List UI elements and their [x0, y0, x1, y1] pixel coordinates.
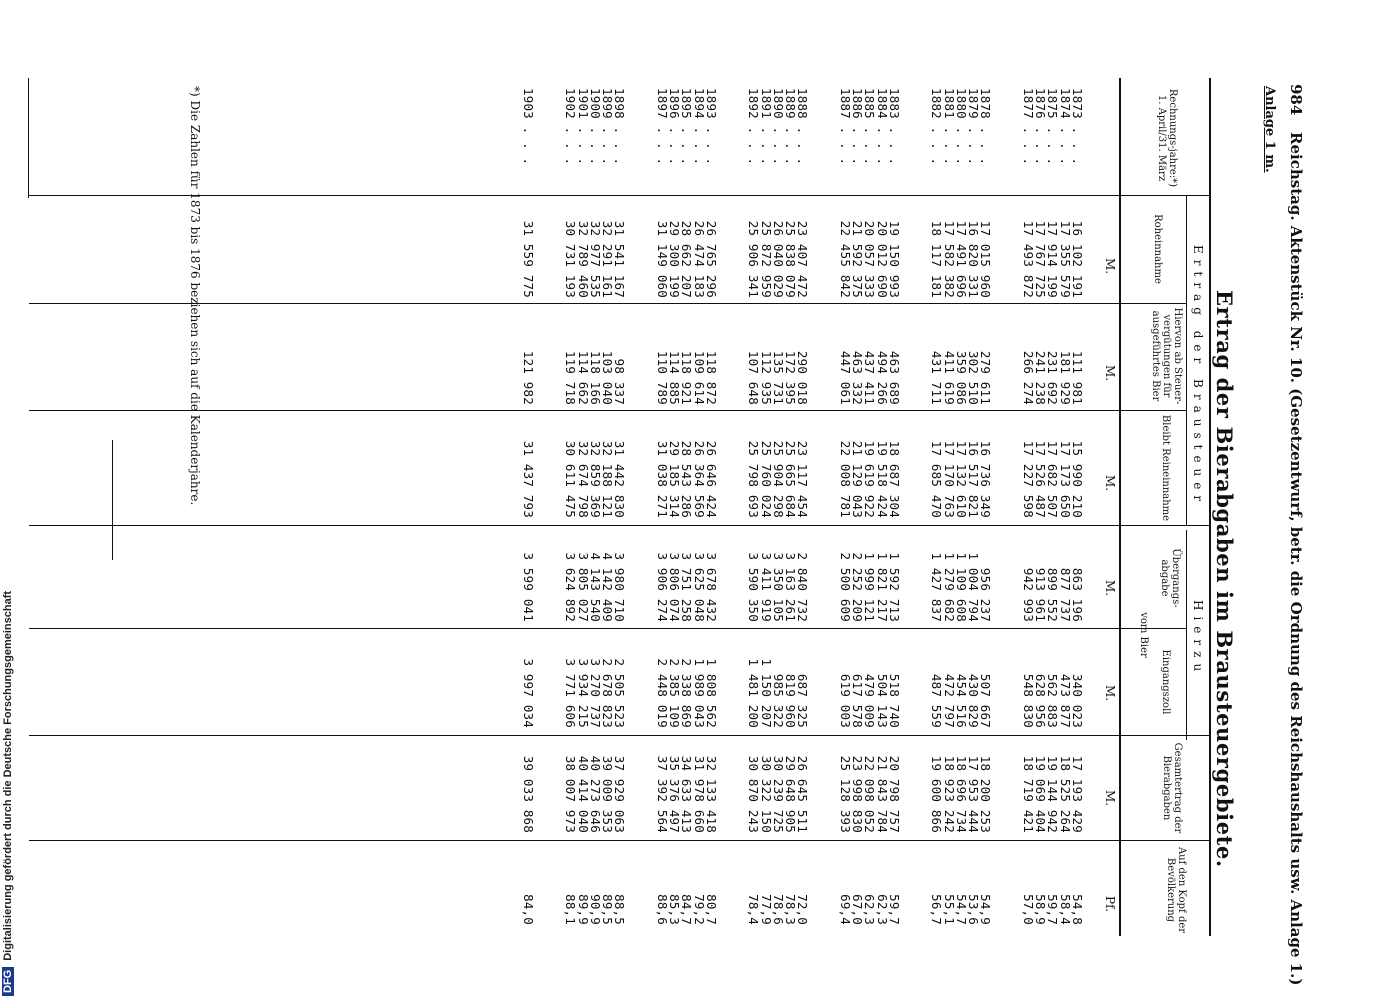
cell-eingangszoll: 454 516	[953, 673, 969, 728]
cell-eingangszoll: 1 989 043	[691, 658, 707, 728]
unit-zoll: M.	[1103, 685, 1117, 702]
cell-verguetung: 119 718	[563, 350, 579, 405]
footnote: *) Die Zahlen für 1873 bis 1876 beziehen sich auf die Kalenderjahre.	[188, 86, 202, 506]
cell-uebergangsabgabe: 3 751 258	[679, 552, 695, 622]
cell-year: 1886 . . .	[850, 88, 866, 166]
cell-uebergangsabgabe: 1 279 682	[941, 552, 957, 622]
col-sep-roheinnahme	[29, 303, 1186, 304]
cell-kopf: 77,9	[758, 894, 774, 925]
cell-kopf: 62,3	[862, 894, 878, 925]
cell-eingangszoll: 3 771 606	[563, 658, 579, 728]
cell-year: 1894 . . .	[691, 88, 707, 166]
cell-verguetung: 241 238	[1033, 350, 1049, 405]
cell-gesamtertrag: 23 998 830	[850, 755, 866, 833]
cell-gesamtertrag: 38 007 973	[563, 755, 579, 833]
cell-reineinnahme: 19 619 922	[862, 440, 878, 518]
cell-year: 1883 . . .	[887, 88, 902, 166]
cell-year: 1902 . . .	[563, 88, 579, 166]
cell-verguetung: 103 040	[600, 350, 616, 405]
header-year: Rechnungs-jahre:*) 1. April/31. März	[1156, 88, 1178, 188]
cell-reineinnahme: 26 364 569	[691, 440, 707, 518]
cell-roheinnahme: 16 820 331	[966, 220, 982, 298]
cell-uebergangsabgabe: 942 993	[1020, 567, 1036, 622]
col-sep-gesamt	[29, 840, 1209, 841]
cell-kopf: 88,6	[654, 894, 670, 925]
header-vom-bier: vom Bier	[1138, 612, 1149, 658]
cell-gesamtertrag: 37 392 564	[654, 755, 670, 833]
cell-kopf: 78,4	[746, 894, 762, 925]
header-roheinnahme: Roheinnahme	[1152, 214, 1163, 284]
cell-verguetung: 121 982	[521, 350, 536, 405]
cell-kopf: 54,7	[953, 894, 969, 925]
cell-kopf: 88,5	[612, 894, 628, 925]
cell-year: 1901 . . .	[575, 88, 591, 166]
cell-roheinnahme: 28 662 207	[679, 220, 695, 298]
cell-uebergangsabgabe: 2 840 732	[795, 552, 811, 622]
cell-eingangszoll: 562 883	[1045, 673, 1061, 728]
cell-verguetung: 359 086	[953, 350, 969, 405]
cell-roheinnahme: 17 355 579	[1057, 220, 1073, 298]
cell-reineinnahme: 16 517 821	[966, 440, 982, 518]
cell-roheinnahme: 26 040 029	[770, 220, 786, 298]
cell-kopf: 59,7	[887, 894, 902, 925]
cell-uebergangsabgabe: 1 004 794	[966, 552, 982, 622]
cell-roheinnahme: 19 150 993	[887, 220, 902, 298]
cell-reineinnahme: 25 798 693	[746, 440, 762, 518]
cell-roheinnahme: 17 015 960	[978, 220, 994, 298]
col-sep-reineinnahme	[29, 525, 1209, 526]
cell-kopf: 84,0	[521, 894, 536, 925]
cell-reineinnahme: 25 904 298	[770, 440, 786, 518]
cell-verguetung: 98 337	[612, 358, 628, 405]
cell-eingangszoll: 819 960	[783, 673, 799, 728]
cell-gesamtertrag: 19 144 942	[1045, 755, 1061, 833]
cell-gesamtertrag: 17 953 444	[966, 755, 982, 833]
cell-kopf: 79,2	[691, 894, 707, 925]
cell-roheinnahme: 17 491 696	[953, 220, 969, 298]
col-sep-uebergang	[29, 628, 1186, 629]
cell-gesamtertrag: 18 923 242	[941, 755, 957, 833]
cell-roheinnahme: 31 559 775	[521, 220, 536, 298]
cell-reineinnahme: 26 646 424	[704, 440, 719, 518]
cell-reineinnahme: 17 132 610	[953, 440, 969, 518]
cell-verguetung: 279 611	[978, 350, 994, 405]
cell-roheinnahme: 32 291 161	[600, 220, 616, 298]
unit-verguetung: M.	[1103, 365, 1117, 382]
cell-uebergangsabgabe: 4 143 540	[587, 552, 603, 622]
cell-roheinnahme: 31 149 060	[654, 220, 670, 298]
cell-roheinnahme: 17 582 382	[941, 220, 957, 298]
cell-gesamtertrag: 39 033 868	[521, 755, 536, 833]
cell-reineinnahme: 31 437 793	[521, 440, 536, 518]
cell-year: 1873 . . .	[1070, 88, 1085, 166]
cell-eingangszoll: 2 385 109	[667, 658, 683, 728]
cell-uebergangsabgabe: 3 590 350	[746, 552, 762, 622]
cell-uebergangsabgabe: 2 500 609	[837, 552, 853, 622]
cell-uebergangsabgabe: 3 163 261	[783, 552, 799, 622]
cell-gesamtertrag: 30 322 150	[758, 755, 774, 833]
cell-kopf: 54,8	[1070, 894, 1085, 925]
cell-gesamtertrag: 21 843 784	[874, 755, 890, 833]
cell-verguetung: 112 935	[758, 350, 774, 405]
cell-eingangszoll: 487 559	[929, 673, 945, 728]
cell-reineinnahme: 25 760 024	[758, 440, 774, 518]
cell-uebergangsabgabe: 3 599 041	[521, 552, 536, 622]
cell-kopf: 54,9	[978, 894, 994, 925]
cell-year: 1879 . . .	[966, 88, 982, 166]
header-gesamtertrag: Gesamtertrag der Bierabgaben	[1161, 742, 1183, 834]
cell-reineinnahme: 19 518 424	[874, 440, 890, 518]
cell-verguetung: 231 692	[1045, 350, 1061, 405]
cell-uebergangsabgabe: 1 999 121	[862, 552, 878, 622]
cell-reineinnahme: 17 227 598	[1020, 440, 1036, 518]
cell-kopf: 80,7	[704, 894, 719, 925]
digitization-note	[2, 591, 14, 996]
cell-eingangszoll: 617 578	[850, 673, 866, 728]
cell-kopf: 85,3	[667, 894, 683, 925]
cell-reineinnahme: 15 990 210	[1070, 440, 1085, 518]
cell-reineinnahme: 18 687 304	[887, 440, 902, 518]
cell-reineinnahme: 31 442 830	[612, 440, 628, 518]
cell-year: 1890 . . .	[770, 88, 786, 166]
cell-reineinnahme: 28 543 286	[679, 440, 695, 518]
header-group-hierzu: Hierzu	[1191, 600, 1205, 678]
cell-gesamtertrag: 19 600 866	[929, 755, 945, 833]
cell-gesamtertrag: 17 193 429	[1070, 755, 1085, 833]
cell-roheinnahme: 26 765 296	[704, 220, 719, 298]
cell-reineinnahme: 32 188 121	[600, 440, 616, 518]
cell-kopf: 72,0	[795, 894, 811, 925]
cell-year: 1897 . . .	[654, 88, 670, 166]
footnote-rule	[28, 78, 29, 198]
brausteuer-group-rule	[1186, 195, 1187, 525]
cell-verguetung: 172 395	[783, 350, 799, 405]
cell-year: 1878 . . .	[978, 88, 994, 166]
cell-kopf: 62,3	[874, 894, 890, 925]
cell-verguetung: 437 411	[862, 350, 878, 405]
cell-roheinnahme: 25 872 959	[758, 220, 774, 298]
header-uebergangsabgabe: Übergangs-abgabe	[1159, 548, 1181, 608]
cell-uebergangsabgabe: 877 737	[1057, 567, 1073, 622]
cell-eingangszoll: 504 143	[874, 673, 890, 728]
cell-roheinnahme: 26 474 183	[691, 220, 707, 298]
header-steuerverguetungen: Hiervon ab Steuer-vergütungen für ausgeführtes Bier	[1150, 307, 1183, 405]
cell-reineinnahme: 17 682 507	[1045, 440, 1061, 518]
cell-gesamtertrag: 30 239 725	[770, 755, 786, 833]
running-header: Reichstag. Aktenstück Nr. 10. (Gesetzentwurf, betr. die Ordnung des Reichshaushalts usw. Anlage 1.)	[1287, 132, 1305, 986]
cell-gesamtertrag: 26 645 511	[795, 755, 811, 833]
cell-roheinnahme: 25 906 341	[746, 220, 762, 298]
cell-gesamtertrag: 40 273 646	[587, 755, 603, 833]
table-top-rule	[1209, 78, 1211, 936]
cell-uebergangsabgabe: 956 237	[978, 567, 994, 622]
cell-roheinnahme: 32 977 535	[587, 220, 603, 298]
cell-year: 1884 . . .	[874, 88, 890, 166]
cell-roheinnahme: 30 731 193	[563, 220, 579, 298]
header-reineinnahme: Bleibt Reineinnahme	[1160, 414, 1171, 522]
header-group-brausteuer: Ertrag der Brausteuer	[1191, 245, 1205, 508]
cell-kopf: 89,5	[600, 894, 616, 925]
cell-reineinnahme: 32 859 369	[587, 440, 603, 518]
cell-eingangszoll: 430 829	[966, 673, 982, 728]
cell-uebergangsabgabe: 3 805 027	[575, 552, 591, 622]
cell-eingangszoll: 1 808 562	[704, 658, 719, 728]
header-bottom-rule	[1119, 78, 1121, 936]
cell-eingangszoll: 548 830	[1020, 673, 1036, 728]
cell-verguetung: 109 614	[691, 350, 707, 405]
cell-eingangszoll: 985 322	[770, 673, 786, 728]
cell-gesamtertrag: 34 633 413	[679, 755, 695, 833]
cell-year: 1877 . . .	[1020, 88, 1036, 166]
cell-verguetung: 107 648	[746, 350, 762, 405]
cell-gesamtertrag: 35 376 497	[667, 755, 683, 833]
cell-year: 1893 . . .	[704, 88, 719, 166]
cell-verguetung: 114 662	[575, 350, 591, 405]
cell-year: 1898 . . .	[612, 88, 628, 166]
cell-reineinnahme: 29 185 314	[667, 440, 683, 518]
cell-gesamtertrag: 39 009 353	[600, 755, 616, 833]
cell-kopf: 55,1	[941, 894, 957, 925]
cell-verguetung: 463 332	[850, 350, 866, 405]
cell-kopf: 58,4	[1057, 894, 1073, 925]
cell-gesamtertrag: 20 798 757	[887, 755, 902, 833]
cell-gesamtertrag: 18 696 734	[953, 755, 969, 833]
cell-verguetung: 111 981	[1070, 350, 1085, 405]
cell-reineinnahme: 31 038 271	[654, 440, 670, 518]
unit-reineinnahme: M.	[1103, 475, 1117, 492]
cell-eingangszoll: 472 797	[941, 673, 957, 728]
dfg-logo: DFG	[2, 967, 14, 996]
cell-kopf: 78,6	[770, 894, 786, 925]
cell-verguetung: 447 061	[837, 350, 853, 405]
cell-eingangszoll: 1 481 200	[746, 658, 762, 728]
cell-year: 1882 . . .	[929, 88, 945, 166]
cell-eingangszoll: 3 997 034	[521, 658, 536, 728]
cell-uebergangsabgabe: 1 427 837	[929, 552, 945, 622]
cell-roheinnahme: 17 767 725	[1033, 220, 1049, 298]
cell-eingangszoll: 479 009	[862, 673, 878, 728]
cell-kopf: 88,1	[563, 894, 579, 925]
cell-verguetung: 463 689	[887, 350, 902, 405]
cell-roheinnahme: 21 592 375	[850, 220, 866, 298]
cell-gesamtertrag: 18 525 264	[1057, 755, 1073, 833]
cell-eingangszoll: 1 150 207	[758, 658, 774, 728]
cell-reineinnahme: 23 117 454	[795, 440, 811, 518]
col-sep-verguetung	[29, 410, 1186, 411]
cell-uebergangsabgabe: 3 806 074	[667, 552, 683, 622]
end-rule	[112, 440, 113, 560]
cell-reineinnahme: 30 611 475	[563, 440, 579, 518]
cell-verguetung: 118 166	[587, 350, 603, 405]
cell-year: 1891 . . .	[758, 88, 774, 166]
cell-uebergangsabgabe: 4 142 409	[600, 552, 616, 622]
cell-verguetung: 266 274	[1020, 350, 1036, 405]
cell-year: 1881 . . .	[941, 88, 957, 166]
cell-roheinnahme: 17 914 199	[1045, 220, 1061, 298]
cell-kopf: 69,4	[837, 894, 853, 925]
cell-gesamtertrag: 32 133 418	[704, 755, 719, 833]
cell-year: 1874 . . .	[1057, 88, 1073, 166]
table-title: Ertrag der Bierabgaben im Brausteuergebiete.	[1212, 290, 1237, 868]
cell-verguetung: 181 929	[1057, 350, 1073, 405]
cell-verguetung: 431 711	[929, 350, 945, 405]
cell-year: 1892 . . .	[746, 88, 762, 166]
cell-uebergangsabgabe: 3 906 274	[654, 552, 670, 622]
cell-year: 1895 . . .	[679, 88, 695, 166]
cell-uebergangsabgabe: 3 624 892	[563, 552, 579, 622]
cell-gesamtertrag: 40 414 040	[575, 755, 591, 833]
cell-uebergangsabgabe: 913 961	[1033, 567, 1049, 622]
cell-roheinnahme: 23 407 472	[795, 220, 811, 298]
cell-gesamtertrag: 29 648 905	[783, 755, 799, 833]
cell-reineinnahme: 32 674 798	[575, 440, 591, 518]
cell-roheinnahme: 29 300 199	[667, 220, 683, 298]
anlage-label: Anlage 1 m.	[1262, 86, 1277, 173]
cell-kopf: 89,9	[575, 894, 591, 925]
cell-reineinnahme: 17 526 487	[1033, 440, 1049, 518]
cell-eingangszoll: 507 667	[978, 673, 994, 728]
cell-kopf: 90,9	[587, 894, 603, 925]
cell-gesamtertrag: 31 978 660	[691, 755, 707, 833]
cell-year: 1888 . . .	[795, 88, 811, 166]
cell-year: 1880 . . .	[953, 88, 969, 166]
cell-kopf: 78,3	[783, 894, 799, 925]
cell-eingangszoll: 518 740	[887, 673, 902, 728]
cell-uebergangsabgabe: 3 678 432	[704, 552, 719, 622]
cell-eingangszoll: 2 448 019	[654, 658, 670, 728]
cell-verguetung: 290 018	[795, 350, 811, 405]
cell-year: 1887 . . .	[837, 88, 853, 166]
cell-eingangszoll: 2 338 869	[679, 658, 695, 728]
cell-year: 1885 . . .	[862, 88, 878, 166]
cell-gesamtertrag: 18 200 253	[978, 755, 994, 833]
cell-gesamtertrag: 19 069 404	[1033, 755, 1049, 833]
cell-reineinnahme: 16 736 349	[978, 440, 994, 518]
header-kopf: Auf den Kopf der Bevölkerung	[1165, 846, 1187, 934]
cell-year: 1900 . . .	[587, 88, 603, 166]
cell-uebergangsabgabe: 1 109 608	[953, 552, 969, 622]
unit-gesamt: M.	[1103, 790, 1117, 807]
header-eingangszoll: Eingangszoll	[1160, 649, 1171, 715]
cell-eingangszoll: 3 270 737	[587, 658, 603, 728]
page-number: 984	[1287, 84, 1305, 116]
cell-roheinnahme: 22 455 842	[837, 220, 853, 298]
cell-verguetung: 118 921	[679, 350, 695, 405]
hierzu-group-rule	[1186, 530, 1187, 740]
cell-kopf: 67,0	[850, 894, 866, 925]
cell-uebergangsabgabe: 3 350 105	[770, 552, 786, 622]
cell-roheinnahme: 18 117 181	[929, 220, 945, 298]
cell-gesamtertrag: 25 128 393	[837, 755, 853, 833]
cell-eingangszoll: 3 934 215	[575, 658, 591, 728]
cell-roheinnahme: 20 012 690	[874, 220, 890, 298]
cell-verguetung: 118 872	[704, 350, 719, 405]
cell-verguetung: 114 885	[667, 350, 683, 405]
cell-uebergangsabgabe: 3 980 710	[612, 552, 628, 622]
unit-roheinnahme: M.	[1103, 258, 1117, 275]
cell-kopf: 59,7	[1045, 894, 1061, 925]
cell-roheinnahme: 20 057 333	[862, 220, 878, 298]
cell-year: 1899 . . .	[600, 88, 616, 166]
cell-kopf: 56,7	[929, 894, 945, 925]
cell-uebergangsabgabe: 863 196	[1070, 567, 1085, 622]
cell-uebergangsabgabe: 3 625 048	[691, 552, 707, 622]
cell-uebergangsabgabe: 1 592 713	[887, 552, 902, 622]
cell-uebergangsabgabe: 3 411 919	[758, 552, 774, 622]
cell-eingangszoll: 619 003	[837, 673, 853, 728]
cell-gesamtertrag: 22 098 052	[862, 755, 878, 833]
cell-uebergangsabgabe: 899 552	[1045, 567, 1061, 622]
cell-verguetung: 110 789	[654, 350, 670, 405]
cell-year: 1876 . . .	[1033, 88, 1049, 166]
cell-uebergangsabgabe: 1 821 217	[874, 552, 890, 622]
cell-reineinnahme: 25 665 684	[783, 440, 799, 518]
cell-verguetung: 411 619	[941, 350, 957, 405]
cell-eingangszoll: 687 325	[795, 673, 811, 728]
unit-kopf: Pf.	[1103, 896, 1117, 912]
unit-uebergang: M.	[1103, 580, 1117, 597]
cell-roheinnahme: 32 789 460	[575, 220, 591, 298]
cell-eingangszoll: 2 678 823	[600, 658, 616, 728]
cell-year: 1896 . . .	[667, 88, 683, 166]
cell-year: 1875 . . .	[1045, 88, 1061, 166]
cell-eingangszoll: 473 877	[1057, 673, 1073, 728]
cell-eingangszoll: 628 956	[1033, 673, 1049, 728]
cell-reineinnahme: 17 173 650	[1057, 440, 1073, 518]
digitization-note-text: Digitalisierung gefördert durch die Deutsche Forschungsgemeinschaft	[2, 590, 14, 961]
cell-eingangszoll: 2 505 523	[612, 658, 628, 728]
cell-roheinnahme: 16 102 191	[1070, 220, 1085, 298]
cell-eingangszoll: 340 023	[1070, 673, 1085, 728]
cell-uebergangsabgabe: 2 252 209	[850, 552, 866, 622]
cell-reineinnahme: 17 685 470	[929, 440, 945, 518]
cell-verguetung: 302 510	[966, 350, 982, 405]
cell-verguetung: 494 266	[874, 350, 890, 405]
col-sep-zoll	[29, 735, 1209, 736]
cell-roheinnahme: 25 838 079	[783, 220, 799, 298]
cell-kopf: 57,0	[1020, 894, 1036, 925]
cell-kopf: 58,9	[1033, 894, 1049, 925]
cell-year: 1889 . . .	[783, 88, 799, 166]
cell-gesamtertrag: 37 929 063	[612, 755, 628, 833]
cell-gesamtertrag: 30 870 243	[746, 755, 762, 833]
cell-year: 1903 . . .	[521, 88, 536, 166]
cell-reineinnahme: 22 008 781	[837, 440, 853, 518]
cell-gesamtertrag: 18 719 421	[1020, 755, 1036, 833]
col-sep-year	[29, 195, 1209, 196]
cell-kopf: 53,6	[966, 894, 982, 925]
cell-reineinnahme: 17 170 763	[941, 440, 957, 518]
cell-roheinnahme: 31 541 167	[612, 220, 628, 298]
cell-kopf: 84,7	[679, 894, 695, 925]
cell-roheinnahme: 17 493 872	[1020, 220, 1036, 298]
cell-verguetung: 135 731	[770, 350, 786, 405]
cell-reineinnahme: 21 129 043	[850, 440, 866, 518]
